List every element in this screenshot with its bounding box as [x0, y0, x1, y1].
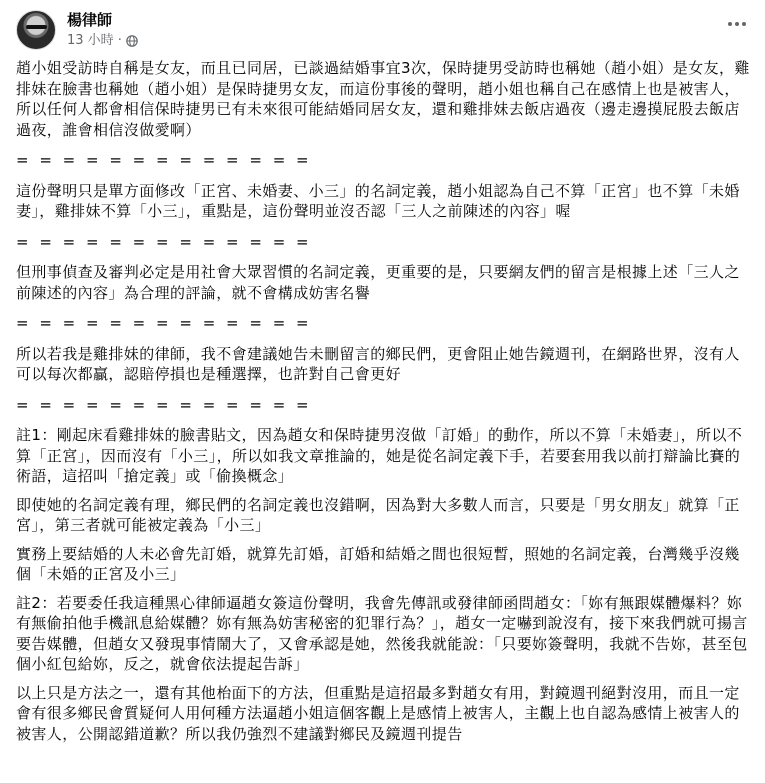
- separator-line: = = = = = = = = = = = = =: [16, 314, 312, 332]
- separator-line: = = = = = = = = = = = = =: [16, 232, 312, 251]
- globe-icon[interactable]: [126, 35, 138, 47]
- avatar[interactable]: [16, 10, 56, 50]
- post-paragraph-4: 所以若我是雞排妹的律師，我不會建議她告未刪留言的鄉民們，更會阻止她告鏡週刊，在網路世界，沒有人可以每次都贏，認賠停損也是種選擇，也許對自己會更好: [16, 344, 740, 383]
- more-options-icon[interactable]: [723, 14, 751, 34]
- author-block: [67, 10, 138, 50]
- post-paragraph-3: 但刑事偵查及審判必定是用社會大眾習慣的名詞定義，更重要的是，只要網友們的留言是根據上述「三人之前陳述的內容」為合理的評論，就不會構成妨害名譽: [16, 263, 740, 302]
- post-time[interactable]: 13 小時: [67, 33, 114, 48]
- author-name[interactable]: 楊律師: [67, 11, 113, 29]
- meta-dot: ·: [117, 33, 122, 48]
- post-paragraph-2: 這份聲明只是單方面修改「正宮、未婚妻、小三」的名詞定義，趙小姐認為自己不算「正宮」也不算「未婚妻」，雞排妹不算「小三」，重點是，這份聲明並沒否認「三人之前陳述的內容」喔: [16, 181, 740, 220]
- note-2-paragraph: 註2：若要委任我這種黑心律師逼趙女簽這份聲明，我會先傳訊或發律師函問趙女：「妳有無跟媒體爆料？妳有無偷拍他手機訊息給媒體？妳有無為妨害秘密的犯罪行為？」，趙女一定嚇到說沒有，接下來我們就可揚言要告媒體，但趙女又發現事情鬧大了，又會承認是她，然後我就能說：「只要妳簽聲明，我就不告妳，甚至包個小紅包給妳，反之，就會依法提起告訴」: [16, 593, 748, 673]
- post-paragraph-7: 實務上要結婚的人未必會先訂婚，就算先訂婚，訂婚和結婚之間也很短暫，照她的名詞定義，台灣幾乎沒幾個「未婚的正宮及小三」: [16, 544, 740, 583]
- post-meta: [67, 32, 138, 50]
- post-paragraph-6: 即使她的名詞定義有理，鄉民們的名詞定義也沒錯啊，因為對大多數人而言，只要是「男女朋友」就算「正宮」，第三者就可能被定義為「小三」: [16, 495, 740, 534]
- separator-line: = = = = = = = = = = = = =: [16, 151, 312, 169]
- post-body: [16, 58, 751, 744]
- post-paragraph-9: 以上只是方法之一，還有其他枱面下的方法，但重點是這招最多對趙女有用，對鏡週刊絕對沒用，而且一定會有很多鄉民會質疑何人用何種方法逼趙小姐這個客觀上是感情上被害人，主觀上也自認為感情上被害人的被害人，公開認錯道歉？所以我仍強烈不建議對鄉民及鏡週刊提告: [16, 683, 740, 743]
- post-header: [16, 0, 751, 58]
- separator-line: = = = = = = = = = = = = =: [16, 395, 312, 414]
- post-paragraph-1: 趙小姐受訪時自稱是女友，而且已同居，已談過結婚事宜3次，保時捷男受訪時也稱她（趙小姐）是女友，雞排妹在臉書也稱她（趙小姐）是保時捷男女友，而這份事後的聲明，趙小姐也稱自己在感情上也是被害人，所以任何人都會相信保時捷男已有未來很可能結婚同居女友，還和雞排妹去飯店過夜（邊走邊摸屁股去飯店過夜，誰會相信沒做愛啊）: [16, 59, 750, 139]
- note-1-paragraph: 註1：剛起床看雞排妹的臉書貼文，因為趙女和保時捷男沒做「訂婚」的動作，所以不算「未婚妻」，所以不算「正宮」，因而沒有「小三」，所以如我文章推論的，她是從名詞定義下手，若要套用我以前打辯論比賽的術語，這招叫「搶定義」或「偷換概念」: [16, 426, 743, 485]
